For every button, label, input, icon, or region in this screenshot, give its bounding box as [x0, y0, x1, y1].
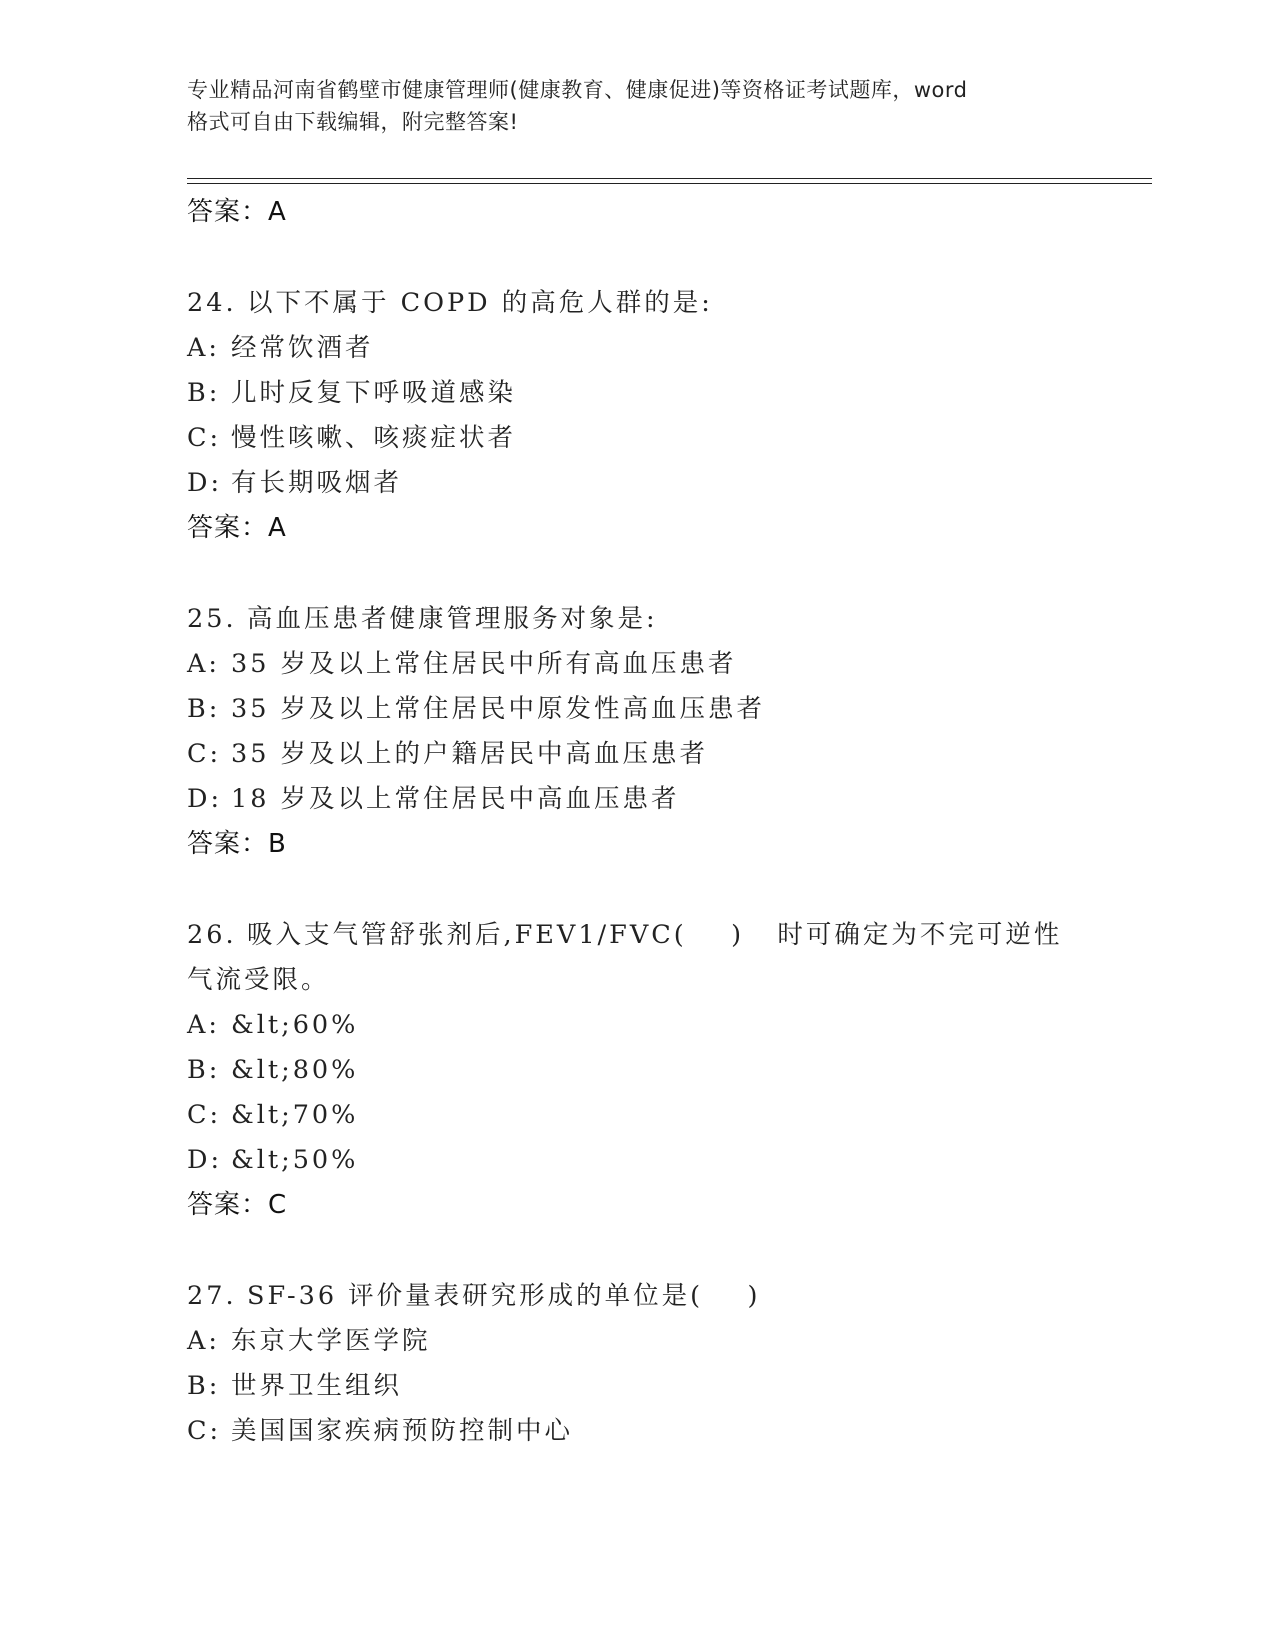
question-number: 26.: [187, 920, 237, 950]
option-d: [187, 1138, 1147, 1183]
question-block: [187, 913, 1147, 1227]
option-label: D:: [187, 1145, 223, 1175]
question-text-continued: 气流受限。: [187, 965, 330, 995]
question-text: SF-36 评价量表研究形成的单位是( ): [247, 1281, 761, 1311]
option-b: [187, 1048, 1147, 1093]
answer-line: 答案：A: [187, 513, 287, 543]
option-d: [187, 461, 1147, 506]
question-number: 25.: [187, 604, 237, 634]
option-c: [187, 1409, 1147, 1454]
answer-line: 答案：C: [187, 1190, 288, 1220]
option-label: A:: [187, 333, 221, 363]
question-number: 27.: [187, 1281, 237, 1311]
header-divider-top: [187, 178, 1152, 179]
header-line-1: 专业精品河南省鹤壁市健康管理师(健康教育、健康促进)等资格证考试题库，word: [187, 78, 968, 102]
option-label: B:: [187, 1055, 221, 1085]
option-a: [187, 1003, 1147, 1048]
question-title: [187, 597, 1147, 642]
question-list: [187, 190, 1147, 1454]
option-text: &lt;60%: [231, 1010, 359, 1040]
question-number: 24.: [187, 288, 237, 318]
option-text: 世界卫生组织: [231, 1371, 403, 1401]
question-title: [187, 913, 1147, 958]
option-label: B:: [187, 694, 221, 724]
option-c: [187, 732, 1147, 777]
option-text: &lt;50%: [231, 1145, 359, 1175]
option-b: [187, 371, 1147, 416]
option-label: C:: [187, 423, 222, 453]
option-label: A:: [187, 1326, 221, 1356]
option-text: 35 岁及以上常住居民中原发性高血压患者: [231, 694, 766, 724]
option-text: 经常饮酒者: [231, 333, 374, 363]
header-line-2: 格式可自由下载编辑，附完整答案!: [187, 110, 519, 134]
option-text: 有长期吸烟者: [231, 468, 403, 498]
option-text: 慢性咳嗽、咳痰症状者: [231, 423, 517, 453]
option-c: [187, 1093, 1147, 1138]
option-d: [187, 777, 1147, 822]
option-text: 东京大学医学院: [231, 1326, 431, 1356]
option-text: 美国国家疾病预防控制中心: [231, 1416, 574, 1446]
question-title: [187, 281, 1147, 326]
option-label: C:: [187, 1100, 222, 1130]
question-block: [187, 281, 1147, 550]
option-text: 35 岁及以上常住居民中所有高血压患者: [231, 649, 737, 679]
option-label: A:: [187, 1010, 221, 1040]
option-text: &lt;70%: [231, 1100, 359, 1130]
option-text: 儿时反复下呼吸道感染: [231, 378, 517, 408]
option-text: 35 岁及以上的户籍居民中高血压患者: [231, 739, 709, 769]
option-label: C:: [187, 1416, 222, 1446]
option-label: D:: [187, 784, 223, 814]
answer-line: 答案：A: [187, 197, 287, 227]
option-label: A:: [187, 649, 221, 679]
option-label: C:: [187, 739, 222, 769]
question-text: 吸入支气管舒张剂后,FEV1/FVC( ) 时可确定为不完可逆性: [247, 920, 1063, 950]
question-block: [187, 1274, 1147, 1454]
option-a: [187, 642, 1147, 687]
question-text: 以下不属于 COPD 的高危人群的是:: [247, 288, 713, 318]
option-c: [187, 416, 1147, 461]
answer-line: 答案：B: [187, 829, 287, 859]
option-label: B:: [187, 378, 221, 408]
option-label: D:: [187, 468, 223, 498]
option-b: [187, 1364, 1147, 1409]
option-a: [187, 1319, 1147, 1364]
option-text: &lt;80%: [231, 1055, 359, 1085]
question-title: [187, 1274, 1147, 1319]
option-b: [187, 687, 1147, 732]
question-text: 高血压患者健康管理服务对象是:: [247, 604, 658, 634]
option-a: [187, 326, 1147, 371]
document-header: [187, 74, 1087, 138]
question-block: [187, 597, 1147, 866]
header-divider-bottom: [187, 183, 1152, 184]
option-label: B:: [187, 1371, 221, 1401]
option-text: 18 岁及以上常住居民中高血压患者: [231, 784, 680, 814]
